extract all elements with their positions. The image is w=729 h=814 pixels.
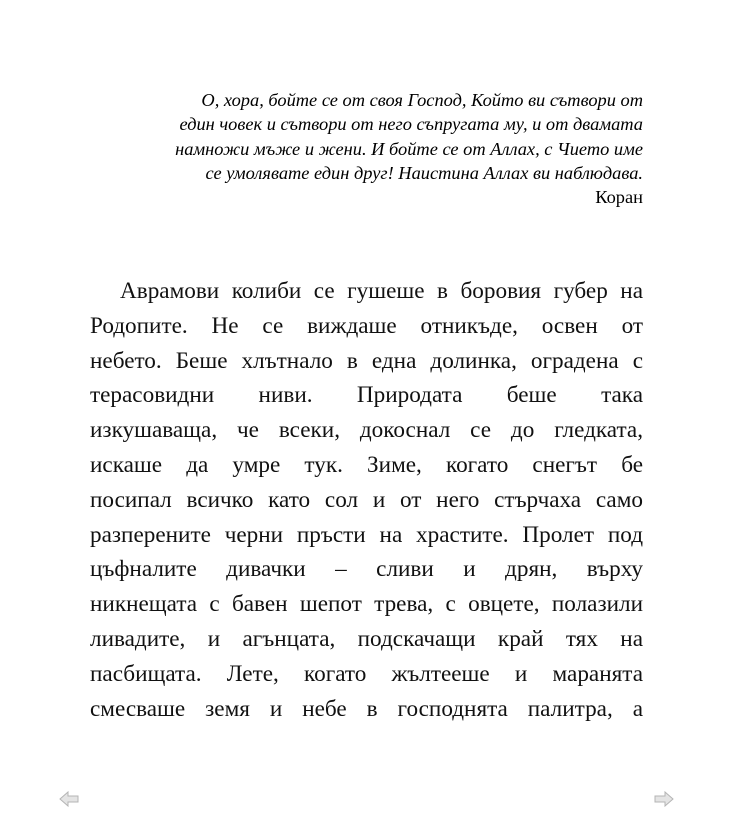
epigraph-line: един човек и сътвори от него съпругата му, и от двамата	[179, 114, 643, 135]
arrow-left-icon	[59, 791, 79, 807]
previous-page-button[interactable]	[59, 791, 79, 807]
body-line: никнещата с бавен шепот трева, с овцете, полазили	[90, 591, 643, 618]
epigraph	[88, 88, 643, 209]
body-line: небето. Беше хлътнало в една долинка, оградена с	[90, 347, 643, 374]
body-line: разперените черни пръсти на храстите. Пролет под	[90, 521, 643, 548]
body-line: терасовидни ниви. Природата беше така	[90, 382, 643, 409]
body-line: ливадите, и агънцата, подскачащи край тях на	[90, 625, 643, 652]
body-line: пасбищата. Лете, когато жълтееше и маранята	[90, 660, 643, 687]
body-line: смесваше земя и небе в господнята палитра, а	[90, 695, 643, 722]
epigraph-line: О, хора, бойте се от своя Господ, Който ви сътвори от	[201, 90, 643, 110]
epigraph-line: намножи мъже и жени. И бойте се от Аллах, с Чието име	[175, 138, 643, 159]
body-line: посипал всичко като сол и от него стърчаха само	[90, 486, 643, 513]
body-line: изкушаваща, че всеки, докоснал се до гледката,	[90, 417, 643, 444]
body-paragraph	[90, 274, 643, 726]
arrow-right-icon	[654, 791, 674, 807]
body-line: Родопите. Не се виждаше отникъде, освен от	[90, 312, 643, 339]
body-line: цъфналите дивачки – сливи и дрян, върху	[90, 556, 643, 583]
body-line: Аврамови колиби се гушеше в боровия губер на	[120, 278, 643, 304]
body-line: искаше да умре тук. Зиме, когато снегът бе	[90, 451, 643, 478]
next-page-button[interactable]	[654, 791, 674, 807]
epigraph-source: Коран	[595, 187, 643, 208]
epigraph-line: се умолявате един друг! Наистина Аллах ви наблюдава.	[205, 162, 643, 183]
